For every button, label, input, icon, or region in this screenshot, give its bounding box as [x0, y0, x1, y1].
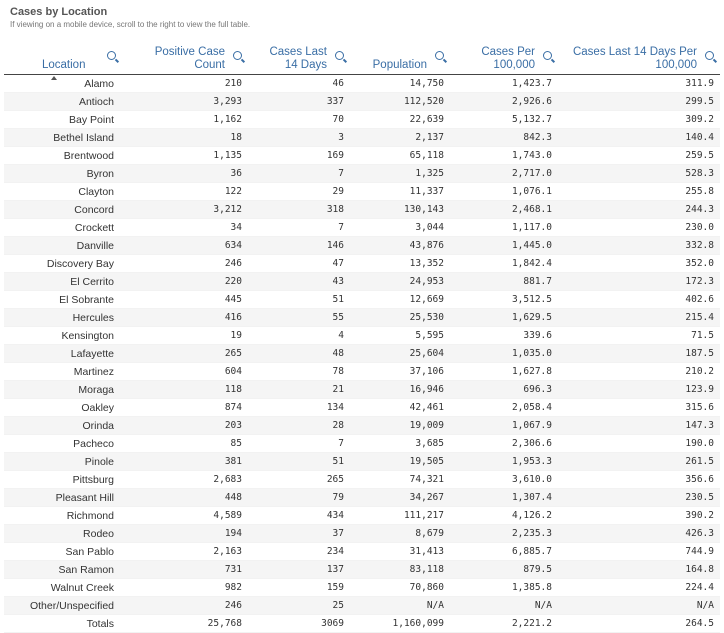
value-cell: 31,413 — [350, 543, 450, 561]
value-cell: 1,445.0 — [450, 237, 558, 255]
location-cell: Totals — [4, 615, 122, 633]
value-cell: 123.9 — [558, 381, 720, 399]
value-cell: N/A — [350, 597, 450, 615]
value-cell: 448 — [122, 489, 248, 507]
location-cell: Antioch — [4, 93, 122, 111]
value-cell: 246 — [122, 255, 248, 273]
value-cell: 2,468.1 — [450, 201, 558, 219]
value-cell: 122 — [122, 183, 248, 201]
value-cell: 190.0 — [558, 435, 720, 453]
table-row — [4, 75, 720, 93]
value-cell: 51 — [248, 291, 350, 309]
value-cell: 416 — [122, 309, 248, 327]
value-cell: N/A — [558, 597, 720, 615]
value-cell: 51 — [248, 453, 350, 471]
value-cell: 83,118 — [350, 561, 450, 579]
value-cell: 79 — [248, 489, 350, 507]
value-cell: 264.5 — [558, 615, 720, 633]
location-cell: Pleasant Hill — [4, 489, 122, 507]
value-cell: 78 — [248, 363, 350, 381]
location-cell: Walnut Creek — [4, 579, 122, 597]
value-cell: 4,589 — [122, 507, 248, 525]
location-cell: Discovery Bay — [4, 255, 122, 273]
search-icon[interactable] — [705, 51, 714, 60]
table-row — [4, 165, 720, 183]
table-row — [4, 273, 720, 291]
value-cell: 13,352 — [350, 255, 450, 273]
value-cell: 111,217 — [350, 507, 450, 525]
value-cell: 528.3 — [558, 165, 720, 183]
column-header-cases-per-100000[interactable] — [450, 38, 558, 75]
value-cell: 731 — [122, 561, 248, 579]
location-cell: Bethel Island — [4, 129, 122, 147]
value-cell: 210 — [122, 75, 248, 93]
value-cell: 1,067.9 — [450, 417, 558, 435]
table-row — [4, 597, 720, 615]
value-cell: 3,293 — [122, 93, 248, 111]
value-cell: 2,163 — [122, 543, 248, 561]
value-cell: 70 — [248, 111, 350, 129]
value-cell: 14,750 — [350, 75, 450, 93]
search-icon[interactable] — [107, 51, 116, 60]
value-cell: 169 — [248, 147, 350, 165]
table-row — [4, 255, 720, 273]
column-header-label: Cases Per 100,000 — [481, 46, 535, 71]
value-cell: 744.9 — [558, 543, 720, 561]
value-cell: 265 — [122, 345, 248, 363]
value-cell: 37 — [248, 525, 350, 543]
value-cell: 1,160,099 — [350, 615, 450, 633]
value-cell: 22,639 — [350, 111, 450, 129]
value-cell: N/A — [450, 597, 558, 615]
value-cell: 12,669 — [350, 291, 450, 309]
totals-row — [4, 615, 720, 633]
column-header-label: Cases Last 14 Days Per 100,000 — [572, 46, 697, 71]
value-cell: 65,118 — [350, 147, 450, 165]
value-cell: 187.5 — [558, 345, 720, 363]
value-cell: 42,461 — [350, 399, 450, 417]
value-cell: 3,610.0 — [450, 471, 558, 489]
value-cell: 2,717.0 — [450, 165, 558, 183]
value-cell: 696.3 — [450, 381, 558, 399]
location-cell: Kensington — [4, 327, 122, 345]
location-cell: Bay Point — [4, 111, 122, 129]
value-cell: 4 — [248, 327, 350, 345]
value-cell: 85 — [122, 435, 248, 453]
table-body — [4, 75, 720, 633]
value-cell: 337 — [248, 93, 350, 111]
value-cell: 604 — [122, 363, 248, 381]
table-row — [4, 363, 720, 381]
value-cell: 315.6 — [558, 399, 720, 417]
value-cell: 137 — [248, 561, 350, 579]
value-cell: 74,321 — [350, 471, 450, 489]
table-row — [4, 327, 720, 345]
value-cell: 34 — [122, 219, 248, 237]
panel-subtitle: If viewing on a mobile device, scroll to the right to view the full table. — [10, 20, 251, 29]
table-row — [4, 471, 720, 489]
sort-ascending-icon — [51, 76, 57, 80]
search-icon[interactable] — [335, 51, 344, 60]
cases-table — [4, 38, 720, 633]
column-header-label: Population — [372, 59, 427, 71]
value-cell: 224.4 — [558, 579, 720, 597]
location-cell: Richmond — [4, 507, 122, 525]
table-row — [4, 579, 720, 597]
value-cell: 318 — [248, 201, 350, 219]
location-cell: Clayton — [4, 183, 122, 201]
value-cell: 203 — [122, 417, 248, 435]
location-cell: El Sobrante — [4, 291, 122, 309]
value-cell: 70,860 — [350, 579, 450, 597]
value-cell: 259.5 — [558, 147, 720, 165]
value-cell: 311.9 — [558, 75, 720, 93]
value-cell: 1,743.0 — [450, 147, 558, 165]
value-cell: 220 — [122, 273, 248, 291]
value-cell: 43,876 — [350, 237, 450, 255]
value-cell: 215.4 — [558, 309, 720, 327]
table-row — [4, 237, 720, 255]
value-cell: 1,325 — [350, 165, 450, 183]
panel-title: Cases by Location — [10, 6, 108, 18]
table-row — [4, 309, 720, 327]
table-row — [4, 399, 720, 417]
value-cell: 2,926.6 — [450, 93, 558, 111]
value-cell: 130,143 — [350, 201, 450, 219]
value-cell: 7 — [248, 165, 350, 183]
value-cell: 25,604 — [350, 345, 450, 363]
table-row — [4, 183, 720, 201]
value-cell: 1,117.0 — [450, 219, 558, 237]
value-cell: 11,337 — [350, 183, 450, 201]
value-cell: 332.8 — [558, 237, 720, 255]
location-cell: Brentwood — [4, 147, 122, 165]
search-icon[interactable] — [543, 51, 552, 60]
value-cell: 3 — [248, 129, 350, 147]
value-cell: 3,512.5 — [450, 291, 558, 309]
table-row — [4, 561, 720, 579]
value-cell: 339.6 — [450, 327, 558, 345]
value-cell: 71.5 — [558, 327, 720, 345]
value-cell: 426.3 — [558, 525, 720, 543]
column-header-label: Cases Last 14 Days — [269, 46, 327, 71]
value-cell: 172.3 — [558, 273, 720, 291]
location-cell: Byron — [4, 165, 122, 183]
table-row — [4, 381, 720, 399]
column-header-label: Location — [42, 59, 86, 71]
value-cell: 230.0 — [558, 219, 720, 237]
table-row — [4, 219, 720, 237]
value-cell: 982 — [122, 579, 248, 597]
value-cell: 164.8 — [558, 561, 720, 579]
table-row — [4, 417, 720, 435]
location-cell: Martinez — [4, 363, 122, 381]
value-cell: 19,505 — [350, 453, 450, 471]
value-cell: 445 — [122, 291, 248, 309]
value-cell: 147.3 — [558, 417, 720, 435]
value-cell: 402.6 — [558, 291, 720, 309]
value-cell: 2,137 — [350, 129, 450, 147]
value-cell: 874 — [122, 399, 248, 417]
value-cell: 352.0 — [558, 255, 720, 273]
column-header-label: Positive Case Count — [154, 46, 225, 71]
value-cell: 28 — [248, 417, 350, 435]
column-header-cases-last-14-days[interactable] — [248, 38, 350, 75]
value-cell: 1,035.0 — [450, 345, 558, 363]
value-cell: 3,212 — [122, 201, 248, 219]
location-cell: Rodeo — [4, 525, 122, 543]
location-cell: Concord — [4, 201, 122, 219]
value-cell: 309.2 — [558, 111, 720, 129]
value-cell: 1,953.3 — [450, 453, 558, 471]
location-cell: Orinda — [4, 417, 122, 435]
value-cell: 246 — [122, 597, 248, 615]
value-cell: 2,306.6 — [450, 435, 558, 453]
value-cell: 140.4 — [558, 129, 720, 147]
location-cell: Crockett — [4, 219, 122, 237]
value-cell: 134 — [248, 399, 350, 417]
value-cell: 3069 — [248, 615, 350, 633]
value-cell: 356.6 — [558, 471, 720, 489]
value-cell: 7 — [248, 219, 350, 237]
location-cell: Pittsburg — [4, 471, 122, 489]
value-cell: 5,595 — [350, 327, 450, 345]
column-header-location[interactable] — [4, 38, 122, 75]
table-row — [4, 525, 720, 543]
location-cell: Pacheco — [4, 435, 122, 453]
value-cell: 2,058.4 — [450, 399, 558, 417]
column-header-positive-case-count[interactable] — [122, 38, 248, 75]
value-cell: 3,044 — [350, 219, 450, 237]
table-row — [4, 147, 720, 165]
value-cell: 1,629.5 — [450, 309, 558, 327]
value-cell: 19,009 — [350, 417, 450, 435]
value-cell: 2,683 — [122, 471, 248, 489]
table-header-row — [4, 38, 720, 75]
location-cell: Hercules — [4, 309, 122, 327]
value-cell: 55 — [248, 309, 350, 327]
table-row — [4, 489, 720, 507]
value-cell: 7 — [248, 435, 350, 453]
value-cell: 29 — [248, 183, 350, 201]
value-cell: 36 — [122, 165, 248, 183]
value-cell: 8,679 — [350, 525, 450, 543]
value-cell: 24,953 — [350, 273, 450, 291]
value-cell: 34,267 — [350, 489, 450, 507]
value-cell: 1,162 — [122, 111, 248, 129]
location-cell: San Pablo — [4, 543, 122, 561]
value-cell: 37,106 — [350, 363, 450, 381]
table-row — [4, 543, 720, 561]
value-cell: 255.8 — [558, 183, 720, 201]
table-row — [4, 291, 720, 309]
table-row — [4, 453, 720, 471]
location-cell: San Ramon — [4, 561, 122, 579]
location-cell: Lafayette — [4, 345, 122, 363]
value-cell: 118 — [122, 381, 248, 399]
value-cell: 1,423.7 — [450, 75, 558, 93]
value-cell: 230.5 — [558, 489, 720, 507]
value-cell: 5,132.7 — [450, 111, 558, 129]
value-cell: 16,946 — [350, 381, 450, 399]
location-cell: Other/Unspecified — [4, 597, 122, 615]
value-cell: 4,126.2 — [450, 507, 558, 525]
value-cell: 2,235.3 — [450, 525, 558, 543]
value-cell: 6,885.7 — [450, 543, 558, 561]
value-cell: 25,530 — [350, 309, 450, 327]
value-cell: 842.3 — [450, 129, 558, 147]
search-icon[interactable] — [233, 51, 242, 60]
value-cell: 1,385.8 — [450, 579, 558, 597]
search-icon[interactable] — [435, 51, 444, 60]
value-cell: 25 — [248, 597, 350, 615]
value-cell: 2,221.2 — [450, 615, 558, 633]
value-cell: 18 — [122, 129, 248, 147]
value-cell: 46 — [248, 75, 350, 93]
value-cell: 234 — [248, 543, 350, 561]
value-cell: 244.3 — [558, 201, 720, 219]
value-cell: 881.7 — [450, 273, 558, 291]
location-cell: Alamo — [4, 75, 122, 93]
value-cell: 21 — [248, 381, 350, 399]
location-cell: Pinole — [4, 453, 122, 471]
value-cell: 48 — [248, 345, 350, 363]
location-cell: Danville — [4, 237, 122, 255]
column-header-cases-last-14-days-per-100000[interactable] — [558, 38, 720, 75]
location-cell: El Cerrito — [4, 273, 122, 291]
table-row — [4, 345, 720, 363]
value-cell: 1,135 — [122, 147, 248, 165]
value-cell: 43 — [248, 273, 350, 291]
location-cell: Moraga — [4, 381, 122, 399]
value-cell: 434 — [248, 507, 350, 525]
value-cell: 25,768 — [122, 615, 248, 633]
value-cell: 210.2 — [558, 363, 720, 381]
value-cell: 265 — [248, 471, 350, 489]
value-cell: 146 — [248, 237, 350, 255]
value-cell: 159 — [248, 579, 350, 597]
table-row — [4, 129, 720, 147]
value-cell: 3,685 — [350, 435, 450, 453]
value-cell: 390.2 — [558, 507, 720, 525]
table-row — [4, 507, 720, 525]
value-cell: 19 — [122, 327, 248, 345]
value-cell: 634 — [122, 237, 248, 255]
column-header-population[interactable] — [350, 38, 450, 75]
value-cell: 1,307.4 — [450, 489, 558, 507]
value-cell: 261.5 — [558, 453, 720, 471]
value-cell: 112,520 — [350, 93, 450, 111]
table-row — [4, 201, 720, 219]
value-cell: 879.5 — [450, 561, 558, 579]
location-cell: Oakley — [4, 399, 122, 417]
value-cell: 1,842.4 — [450, 255, 558, 273]
value-cell: 1,627.8 — [450, 363, 558, 381]
table-row — [4, 93, 720, 111]
value-cell: 299.5 — [558, 93, 720, 111]
value-cell: 194 — [122, 525, 248, 543]
table-row — [4, 111, 720, 129]
value-cell: 1,076.1 — [450, 183, 558, 201]
value-cell: 47 — [248, 255, 350, 273]
value-cell: 381 — [122, 453, 248, 471]
table-row — [4, 435, 720, 453]
